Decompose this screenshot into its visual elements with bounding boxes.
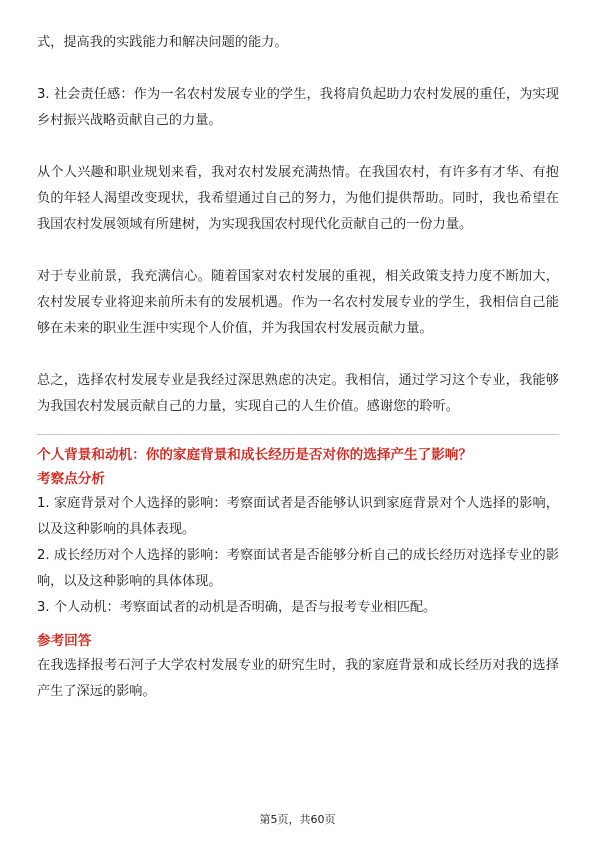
section-divider [37,434,559,435]
paragraph-gap [37,134,559,160]
analysis-item-family: 1. 家庭背景对个人选择的影响：考察面试者是否能够认识到家庭背景对个人选择的影响，以及这种影响的具体表现。 [37,496,559,537]
reference-answer-text: 在我选择报考石河子大学农村发展专业的研究生时，我的家庭背景和成长经历对我的选择产生了深远的影响。 [37,658,559,699]
paragraph-gap [37,342,559,368]
paragraph-prospects: 对于专业前景，我充满信心。随着国家对农村发展的重视，相关政策支持力度不断加大，农村发展专业将迎来前所未有的发展机遇。作为一名农村发展专业的学生，我相信自己能够在未来的职业生涯中实现个人价值，并为我国农村发展贡献力量。 [37,269,559,336]
paragraph-gap [37,56,559,82]
analysis-item-motivation: 3. 个人动机：考察面试者的动机是否明确，是否与报考专业相匹配。 [37,600,437,615]
paragraph-conclusion: 总之，选择农村发展专业是我经过深思熟虑的决定。我相信，通过学习这个专业，我能够为我国农村发展贡献自己的力量，实现自己的人生价值。感谢您的聆听。 [37,373,559,414]
analysis-heading: 考察点分析 [37,471,105,487]
paragraph-gap [37,238,559,264]
page-content [37,30,559,705]
interview-question: 个人背景和动机：你的家庭背景和成长经历是否对你的选择产生了影响？ [37,447,472,463]
paragraph-continuation: 式，提高我的实践能力和解决问题的能力。 [37,35,288,50]
paragraph-interest-career: 从个人兴趣和职业规划来看，我对农村发展充满热情。在我国农村，有许多有才华、有抱负的年轻人渴望改变现状，我希望通过自己的努力，为他们提供帮助。同时，我也希望在我国农村发展领域有所建树，为实现我国农村现代化贡献自己的一份力量。 [37,165,559,232]
page-number: 第5页，共60页 [259,813,336,826]
reference-answer-heading: 参考回答 [37,633,92,649]
analysis-item-growth: 2. 成长经历对个人选择的影响：考察面试者是否能够分析自己的成长经历对选择专业的影响，以及这种影响的具体体现。 [37,548,559,589]
paragraph-social-responsibility: 3. 社会责任感：作为一名农村发展专业的学生，我将肩负起助力农村发展的重任，为实现乡村振兴战略贡献自己的力量。 [37,87,559,128]
